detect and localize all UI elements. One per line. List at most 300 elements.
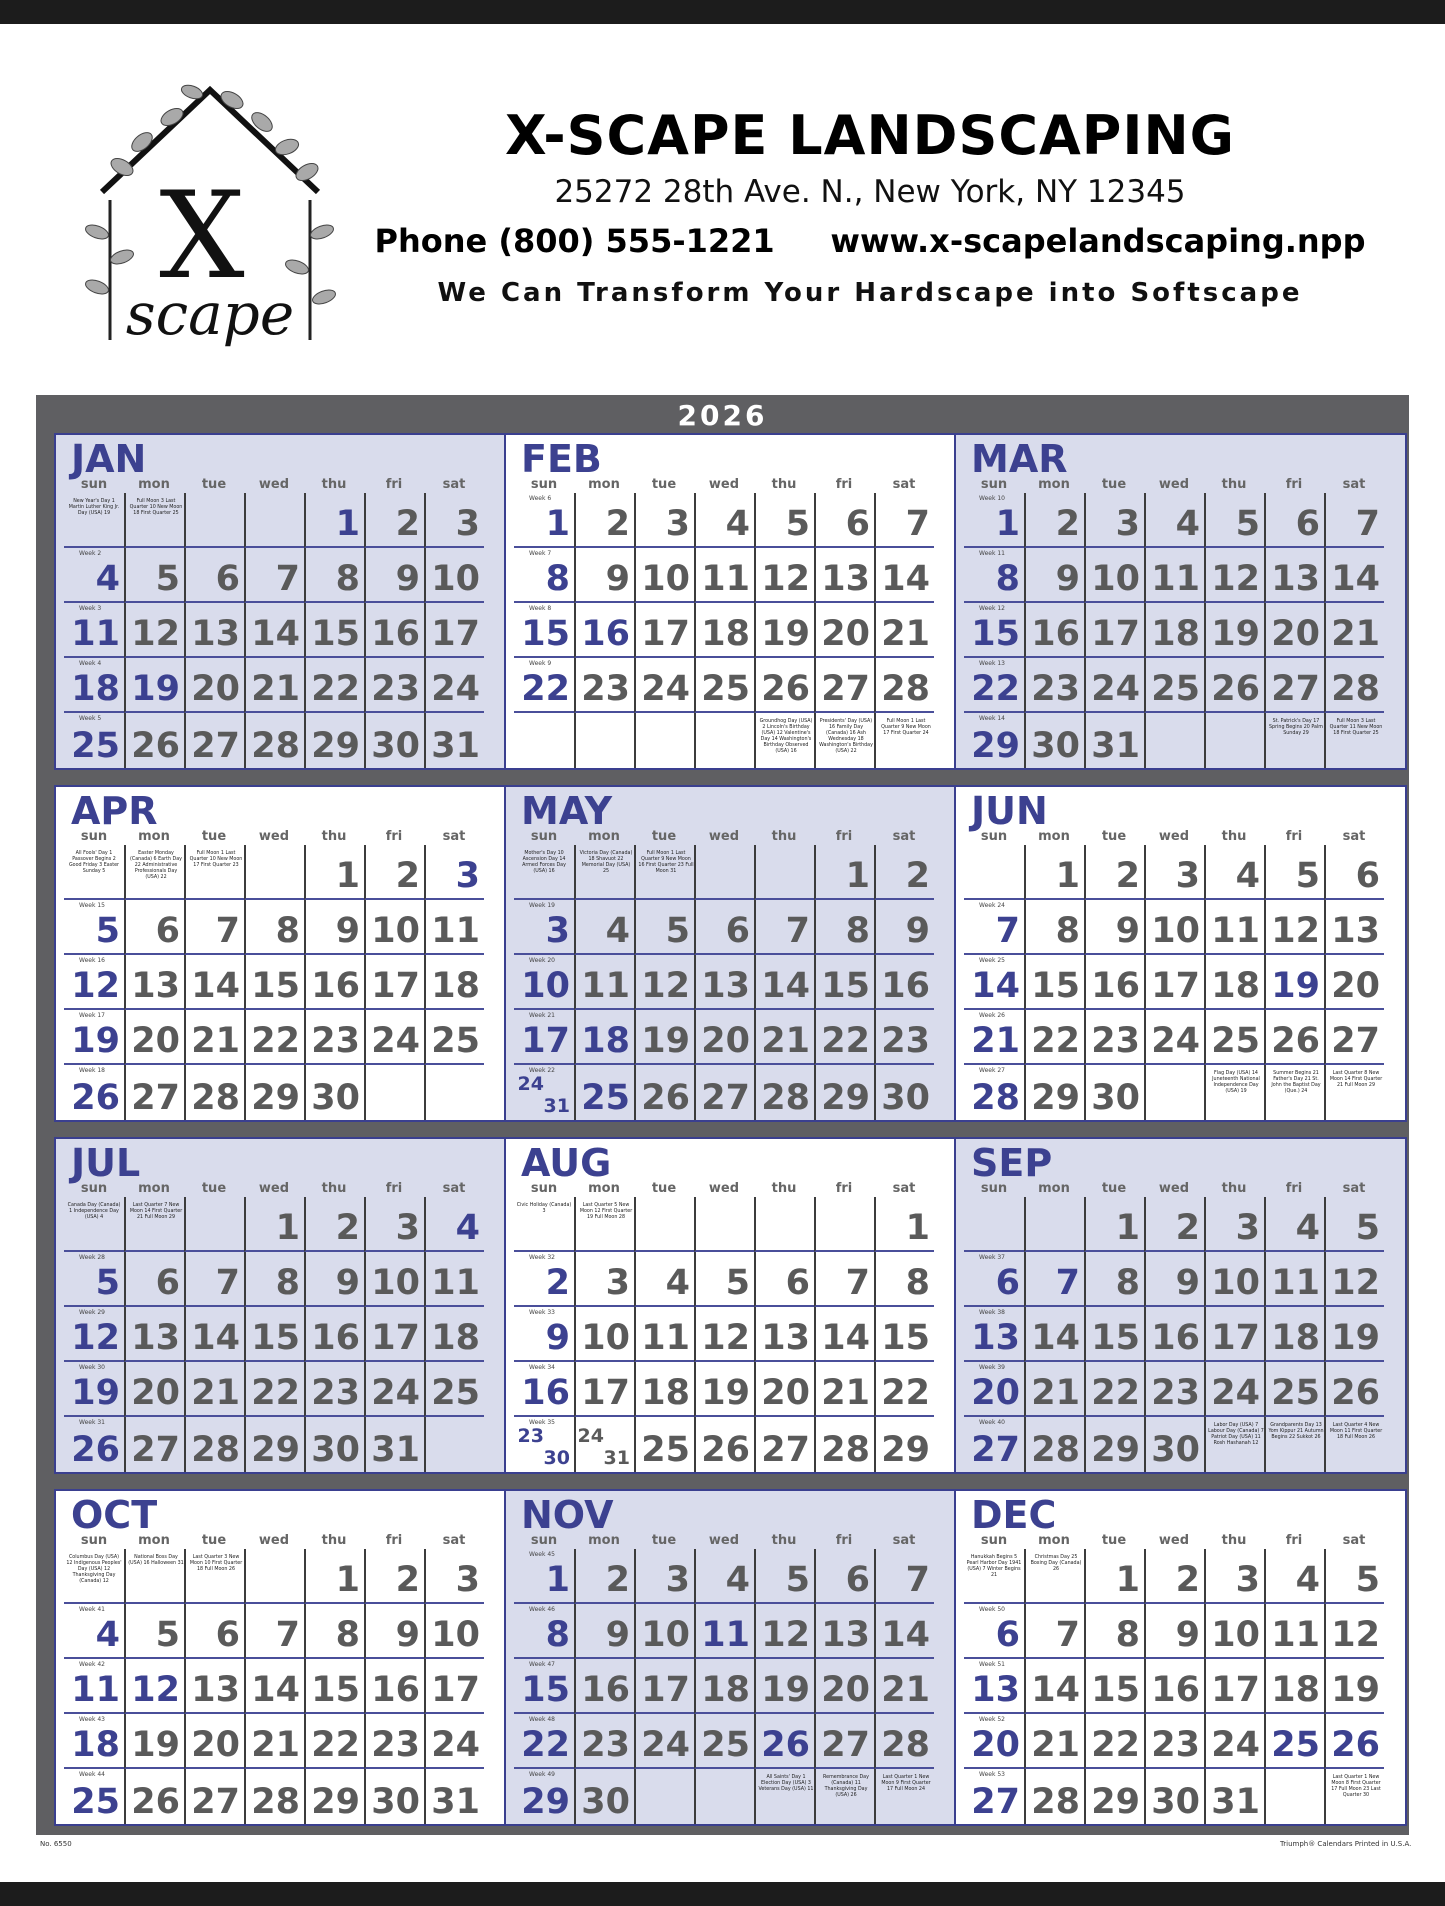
- day-number: 9: [1055, 559, 1080, 599]
- calendar-year: 2026: [677, 399, 768, 432]
- day-cell: [244, 1010, 304, 1065]
- day-number: 2: [605, 1560, 630, 1600]
- week-number: Week 41: [79, 1606, 105, 1613]
- weekday-sun: sun: [80, 1181, 108, 1196]
- day-cell: [514, 713, 574, 768]
- weekday-thu: thu: [1221, 829, 1247, 844]
- day-number: 31: [371, 1430, 420, 1470]
- day-number: 19: [1331, 1670, 1380, 1710]
- day-cell: [1204, 955, 1264, 1010]
- weekday-tue: tue: [1101, 1533, 1127, 1548]
- day-cell: [1204, 1417, 1264, 1472]
- day-cell: [1084, 658, 1144, 713]
- day-cell: [754, 493, 814, 548]
- cell-note: Christmas Day 25 Boxing Day (Canada) 26: [1030, 1555, 1082, 1572]
- day-number: 18: [701, 614, 750, 654]
- week-number: Week 21: [529, 1012, 555, 1019]
- day-cell: [964, 1065, 1024, 1120]
- day-number: 30: [1151, 1430, 1200, 1470]
- week-number: Week 46: [529, 1606, 555, 1613]
- day-cell: [514, 658, 574, 713]
- day-number: 25: [701, 1725, 750, 1765]
- day-cell: [1264, 1307, 1324, 1362]
- day-cell: [874, 493, 934, 548]
- day-number: 22: [821, 1021, 870, 1061]
- month-jan: [54, 433, 507, 770]
- cell-note: Last Quarter 8 New Moon 14 First Quarter 21 Full Moon 29: [1329, 1071, 1383, 1088]
- day-number: 5: [95, 1263, 120, 1303]
- cell-note: Last Quarter 1 New Moon 9 First Quarter 17 Full Moon 24: [881, 1775, 931, 1792]
- day-cell: [1144, 1417, 1204, 1472]
- day-cell: [574, 1010, 634, 1065]
- day-number: 29: [251, 1430, 300, 1470]
- day-cell: [364, 493, 424, 548]
- day-cell: [1204, 658, 1264, 713]
- day-number: 26: [1211, 669, 1260, 709]
- day-number: 27: [971, 1430, 1020, 1470]
- weekday-wed: wed: [258, 477, 290, 492]
- day-number: 16: [581, 614, 630, 654]
- day-number: 24: [641, 1725, 690, 1765]
- day-cell: [754, 1549, 814, 1604]
- day-number: 10: [1151, 911, 1200, 951]
- day-cell: [1324, 845, 1384, 900]
- day-cell: [754, 658, 814, 713]
- day-cell: [424, 713, 484, 768]
- day-cell: [634, 1417, 694, 1472]
- weekday-tue: tue: [651, 477, 677, 492]
- day-cell: [814, 1362, 874, 1417]
- day-cell: [64, 1604, 124, 1659]
- day-cell: [514, 900, 574, 955]
- day-number: 14: [821, 1318, 870, 1358]
- month-may: [504, 785, 957, 1122]
- day-number: 23: [1091, 1021, 1140, 1061]
- day-cell: [1024, 955, 1084, 1010]
- day-number: 16: [1031, 614, 1080, 654]
- day-number: 11: [641, 1318, 690, 1358]
- day-number: 8: [1115, 1615, 1140, 1655]
- day-cell: [304, 1714, 364, 1769]
- weekday-fri: fri: [835, 477, 853, 492]
- day-cell: [64, 1659, 124, 1714]
- day-cell: [694, 1769, 754, 1824]
- day-number: 10: [1211, 1615, 1260, 1655]
- day-number: 23: [1031, 669, 1080, 709]
- day-cell: [244, 1252, 304, 1307]
- day-number: 20: [131, 1373, 180, 1413]
- day-cell: [694, 548, 754, 603]
- day-cell: [244, 493, 304, 548]
- day-cell: [124, 1549, 184, 1604]
- week-number: Week 31: [79, 1419, 105, 1426]
- day-number: 18: [1271, 1318, 1320, 1358]
- day-cell: [124, 1604, 184, 1659]
- week-number: Week 7: [529, 550, 552, 557]
- day-number: 25: [641, 1430, 690, 1470]
- day-cell: [364, 658, 424, 713]
- day-number: 9: [1175, 1263, 1200, 1303]
- day-cell: [364, 1769, 424, 1824]
- day-number: 22: [311, 1725, 360, 1765]
- month-name: JUL: [71, 1141, 141, 1185]
- day-cell: [694, 845, 754, 900]
- day-cell: [574, 1769, 634, 1824]
- day-cell: [754, 1604, 814, 1659]
- day-number: 18: [71, 669, 120, 709]
- day-number: 13: [971, 1670, 1020, 1710]
- day-number: 25: [1271, 1725, 1320, 1765]
- day-number: 20: [821, 1670, 870, 1710]
- day-number: 14: [881, 559, 930, 599]
- week-number: Week 28: [79, 1254, 105, 1261]
- day-cell: [694, 1659, 754, 1714]
- day-number: 12: [761, 1615, 810, 1655]
- day-number: 12: [1271, 911, 1320, 951]
- week-number: Week 16: [79, 957, 105, 964]
- day-number: 27: [1271, 669, 1320, 709]
- cell-note: National Boss Day (USA) 16 Halloween 31: [128, 1555, 184, 1566]
- week-number: Week 26: [979, 1012, 1005, 1019]
- day-cell: [964, 1417, 1024, 1472]
- day-cell: [1144, 548, 1204, 603]
- day-number: 14: [881, 1615, 930, 1655]
- day-number: 11: [71, 1670, 120, 1710]
- day-number: 24: [431, 669, 480, 709]
- day-number: 11: [431, 1263, 480, 1303]
- day-number: 12: [71, 966, 120, 1006]
- day-cell: [874, 1065, 934, 1120]
- day-cell: [634, 603, 694, 658]
- day-number: 16: [1091, 966, 1140, 1006]
- week-number: Week 33: [529, 1309, 555, 1316]
- day-number: 19: [1211, 614, 1260, 654]
- day-number: 24: [371, 1021, 420, 1061]
- day-cell: [634, 1197, 694, 1252]
- week-number: Week 49: [529, 1771, 555, 1778]
- day-cell: [754, 1659, 814, 1714]
- day-cell: [1144, 658, 1204, 713]
- day-number: 21: [1331, 614, 1380, 654]
- day-number: 3: [395, 1208, 420, 1248]
- month-name: FEB: [521, 437, 602, 481]
- day-number: 9: [335, 911, 360, 951]
- week-number: Week 39: [979, 1364, 1005, 1371]
- day-cell: [124, 1417, 184, 1472]
- day-cell: [814, 845, 874, 900]
- day-number: 1: [335, 856, 360, 896]
- day-cell: [1144, 1769, 1204, 1824]
- bottom-border: [0, 1882, 1445, 1906]
- month-name: APR: [71, 789, 158, 833]
- day-cell: [1024, 1307, 1084, 1362]
- day-number: 27: [131, 1078, 180, 1118]
- day-cell: [304, 955, 364, 1010]
- day-number: 13: [821, 559, 870, 599]
- weekday-mon: mon: [138, 829, 170, 844]
- day-cell: [64, 1065, 124, 1120]
- cell-note: Full Moon 3 Last Quarter 10 New Moon 18 First Quarter 25: [129, 499, 183, 516]
- month-name: JAN: [71, 437, 147, 481]
- day-cell: [964, 900, 1024, 955]
- day-cell: [304, 1010, 364, 1065]
- day-cell: [184, 1252, 244, 1307]
- day-number: 29: [251, 1078, 300, 1118]
- weekday-wed: wed: [1158, 477, 1190, 492]
- day-cell: [754, 845, 814, 900]
- day-cell: [1264, 845, 1324, 900]
- day-number: 15: [311, 614, 360, 654]
- day-number: 5: [1355, 1560, 1380, 1600]
- day-cell: [1204, 603, 1264, 658]
- day-number: 21: [1031, 1373, 1080, 1413]
- day-cell: [1204, 1252, 1264, 1307]
- day-cell: [64, 1549, 124, 1604]
- day-cell: [244, 845, 304, 900]
- day-cell: [304, 658, 364, 713]
- day-cell: [184, 1659, 244, 1714]
- day-number: 22: [311, 669, 360, 709]
- day-cell: [694, 658, 754, 713]
- day-cell: [1264, 1549, 1324, 1604]
- weekday-fri: fri: [1285, 1181, 1303, 1196]
- day-number: 11: [71, 614, 120, 654]
- day-cell: [1144, 1197, 1204, 1252]
- day-cell: [1264, 1604, 1324, 1659]
- day-cell: [694, 1010, 754, 1065]
- day-number: 5: [155, 1615, 180, 1655]
- month-name: AUG: [521, 1141, 612, 1185]
- day-cell: [304, 548, 364, 603]
- day-cell: [964, 1197, 1024, 1252]
- day-cell: [514, 845, 574, 900]
- day-cell: [1204, 548, 1264, 603]
- day-cell: [694, 1197, 754, 1252]
- day-cell: [574, 845, 634, 900]
- day-number: 5: [95, 911, 120, 951]
- day-cell: [1084, 1604, 1144, 1659]
- day-number: 14: [1031, 1318, 1080, 1358]
- day-number: 17: [1091, 614, 1140, 654]
- week-number: Week 34: [529, 1364, 555, 1371]
- day-number: 5: [1295, 856, 1320, 896]
- day-cell: [514, 1417, 574, 1472]
- day-cell: [364, 1549, 424, 1604]
- day-cell: [514, 1604, 574, 1659]
- day-number: 25: [1151, 669, 1200, 709]
- logo-scape: scape: [125, 280, 295, 348]
- day-number: 12: [131, 614, 180, 654]
- day-number: 24: [371, 1373, 420, 1413]
- day-number: 20: [1271, 614, 1320, 654]
- day-number: 13: [191, 1670, 240, 1710]
- cell-note: St. Patrick's Day 17 Spring Begins 20 Palm Sunday 29: [1269, 719, 1323, 736]
- cell-note: Presidents' Day (USA) 16 Family Day (Canada) 16 Ash Wednesday 18 Washington's Birthday (USA) 22: [819, 719, 873, 754]
- day-cell: [874, 603, 934, 658]
- day-number: 20: [131, 1021, 180, 1061]
- day-number: 31: [431, 1782, 480, 1822]
- day-number: 30: [371, 726, 420, 766]
- day-cell: [574, 1659, 634, 1714]
- weekday-thu: thu: [321, 477, 347, 492]
- day-cell: [814, 1197, 874, 1252]
- day-number: 18: [1211, 966, 1260, 1006]
- day-cell: [574, 955, 634, 1010]
- day-number: 24: [517, 1073, 544, 1095]
- day-number: 7: [995, 911, 1020, 951]
- day-cell: [124, 900, 184, 955]
- week-number: Week 8: [529, 605, 552, 612]
- day-number: 12: [1331, 1263, 1380, 1303]
- day-number: 9: [605, 559, 630, 599]
- day-number: 23: [311, 1373, 360, 1413]
- week-number: Week 12: [979, 605, 1005, 612]
- day-cell: [124, 1065, 184, 1120]
- day-cell: [1084, 603, 1144, 658]
- day-cell: [244, 713, 304, 768]
- weekday-wed: wed: [1158, 829, 1190, 844]
- day-number: 5: [785, 504, 810, 544]
- day-cell: [634, 1010, 694, 1065]
- cell-note: Labor Day (USA) 7 Labour Day (Canada) 7 Patriot Day (USA) 11 Rosh Hashanah 12: [1208, 1423, 1264, 1446]
- day-number: 23: [371, 669, 420, 709]
- day-number: 1: [845, 856, 870, 896]
- week-number: Week 11: [979, 550, 1005, 557]
- weekday-fri: fri: [1285, 829, 1303, 844]
- day-number: 26: [1331, 1373, 1380, 1413]
- month-oct: [54, 1489, 507, 1826]
- day-number: 4: [95, 559, 120, 599]
- cell-note: Last Quarter 3 New Moon 10 First Quarter 18 Full Moon 26: [189, 1555, 243, 1572]
- day-number: 9: [905, 911, 930, 951]
- day-cell: [814, 1604, 874, 1659]
- day-cell: [814, 1252, 874, 1307]
- day-number: 19: [761, 614, 810, 654]
- weekday-fri: fri: [385, 1533, 403, 1548]
- day-cell: [694, 1714, 754, 1769]
- day-number: 6: [1355, 856, 1380, 896]
- day-number: 16: [311, 1318, 360, 1358]
- day-number: 31: [1211, 1782, 1260, 1822]
- day-number: 12: [1211, 559, 1260, 599]
- day-number: 2: [395, 856, 420, 896]
- month-jun: [954, 785, 1407, 1122]
- cell-note: Full Moon 1 Last Quarter 10 New Moon 17 First Quarter 23: [189, 851, 243, 868]
- day-number: 2: [1115, 856, 1140, 896]
- day-cell: [184, 900, 244, 955]
- day-cell: [754, 900, 814, 955]
- day-cell: [964, 955, 1024, 1010]
- day-number: 24: [1091, 669, 1140, 709]
- week-number: Week 9: [529, 660, 552, 667]
- day-cell: [1204, 713, 1264, 768]
- weekday-thu: thu: [771, 1533, 797, 1548]
- weekday-tue: tue: [651, 1181, 677, 1196]
- day-number: 9: [1175, 1615, 1200, 1655]
- day-number: 12: [641, 966, 690, 1006]
- day-cell: [964, 1010, 1024, 1065]
- day-cell: [514, 1065, 574, 1120]
- day-cell: [64, 1197, 124, 1252]
- day-number: 18: [71, 1725, 120, 1765]
- day-cell: [1084, 1417, 1144, 1472]
- day-number: 5: [785, 1560, 810, 1600]
- website: www.x-scapelandscaping.npp: [830, 222, 1366, 260]
- weekday-mon: mon: [1038, 477, 1070, 492]
- weekday-mon: mon: [138, 1181, 170, 1196]
- day-cell: [514, 1252, 574, 1307]
- day-cell: [124, 603, 184, 658]
- day-cell: [1204, 493, 1264, 548]
- day-cell: [64, 900, 124, 955]
- day-cell: [184, 1010, 244, 1065]
- day-number: 23: [311, 1021, 360, 1061]
- day-number: 21: [251, 1725, 300, 1765]
- day-number: 2: [1175, 1208, 1200, 1248]
- day-cell: [424, 1604, 484, 1659]
- weekday-sat: sat: [1342, 477, 1366, 492]
- weekday-tue: tue: [1101, 829, 1127, 844]
- weekday-sun: sun: [80, 477, 108, 492]
- day-number: 2: [545, 1263, 570, 1303]
- phone: Phone (800) 555-1221: [374, 222, 775, 260]
- cell-note: Last Quarter 4 New Moon 11 First Quarter 18 Full Moon 26: [1329, 1423, 1383, 1440]
- day-cell: [814, 548, 874, 603]
- day-number: 27: [701, 1078, 750, 1118]
- day-cell: [244, 1604, 304, 1659]
- day-cell: [964, 658, 1024, 713]
- day-cell: [1324, 713, 1384, 768]
- day-number: 15: [311, 1670, 360, 1710]
- weekday-sun: sun: [980, 1533, 1008, 1548]
- day-cell: [1024, 845, 1084, 900]
- day-cell: [64, 1769, 124, 1824]
- day-cell: [1264, 658, 1324, 713]
- week-number: Week 37: [979, 1254, 1005, 1261]
- cell-note: Groundhog Day (USA) 2 Lincoln's Birthday (USA) 12 Valentine's Day 14 Washington's Birthday Observed (USA) 16: [759, 719, 813, 754]
- cell-note: Mother's Day 10 Ascension Day 14 Armed Forces Day (USA) 16: [522, 851, 566, 874]
- day-number: 18: [431, 1318, 480, 1358]
- day-cell: [574, 493, 634, 548]
- day-number: 7: [1055, 1615, 1080, 1655]
- day-number: 5: [1235, 504, 1260, 544]
- day-cell: [814, 955, 874, 1010]
- day-cell: [874, 1417, 934, 1472]
- weekday-thu: thu: [771, 477, 797, 492]
- day-number: 19: [131, 1725, 180, 1765]
- month-name: DEC: [971, 1493, 1057, 1537]
- day-cell: [1024, 1252, 1084, 1307]
- day-number: 14: [971, 966, 1020, 1006]
- month-nov: [504, 1489, 957, 1826]
- day-cell: [634, 1252, 694, 1307]
- day-number: 19: [71, 1021, 120, 1061]
- day-number: 2: [335, 1208, 360, 1248]
- day-number: 18: [641, 1373, 690, 1413]
- day-cell: [424, 1659, 484, 1714]
- day-number: 9: [605, 1615, 630, 1655]
- day-number: 30: [1031, 726, 1080, 766]
- day-number: 21: [971, 1021, 1020, 1061]
- day-number: 14: [1331, 559, 1380, 599]
- weekday-thu: thu: [1221, 1533, 1247, 1548]
- day-number: 25: [1211, 1021, 1260, 1061]
- day-cell: [364, 1714, 424, 1769]
- day-cell: [754, 1252, 814, 1307]
- weekday-mon: mon: [1038, 1181, 1070, 1196]
- day-number: 30: [311, 1430, 360, 1470]
- day-number: 26: [131, 1782, 180, 1822]
